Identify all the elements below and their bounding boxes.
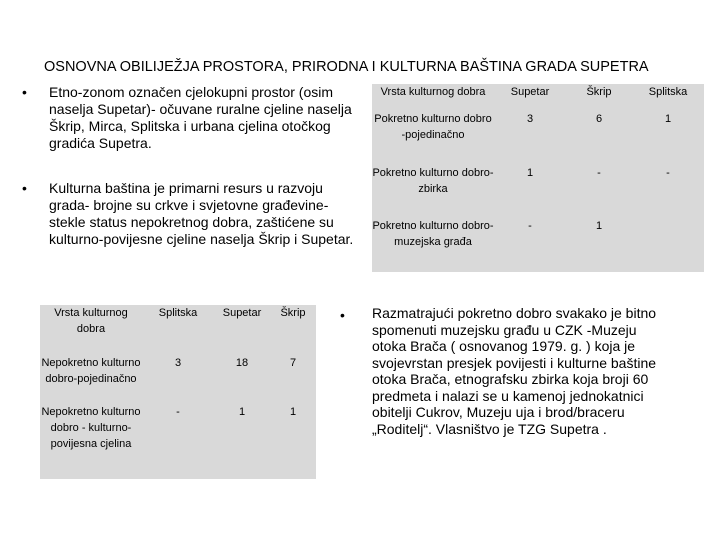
movable-heritage-table <box>372 84 704 272</box>
table-cell: 6 <box>595 112 603 125</box>
header-cell: Škrip <box>280 307 306 319</box>
table-header-row <box>372 84 704 111</box>
table-row <box>40 355 316 405</box>
page-title: OSNOVNA OBILIJEŽJA PROSTORA, PRIRODNA I KULTURNA BAŠTINA GRADA SUPETRA <box>44 59 649 75</box>
table-cell: Pokretno kulturno dobro-zbirka <box>372 166 494 195</box>
table-cell: - <box>528 220 532 233</box>
table-row <box>372 165 704 219</box>
header-cell: Supetar <box>510 86 550 98</box>
table-header-row <box>40 305 316 355</box>
header-cell: Supetar <box>222 307 262 319</box>
table-cell: Pokretno kulturno dobro-muzejska građa <box>372 220 494 249</box>
header-cell: Vrsta kulturnog dobra <box>380 86 486 98</box>
table-cell: 7 <box>289 356 297 369</box>
bullet-text: Kulturna baština je primarni resurs u razvoju grada- brojne su crkve i svjetovne građevine-stekle status nepokretnog dobra, zaštićene su kulturno-povijesne cjeline naselja Škrip i Supetar. <box>49 180 354 247</box>
table-cell: Pokretno kulturno dobro -pojedinačno <box>374 112 492 141</box>
table-cell: - <box>176 406 180 419</box>
table-cell: 1 <box>289 406 297 419</box>
table-row <box>372 218 704 272</box>
table-cell <box>632 218 704 272</box>
table-row <box>372 111 704 165</box>
bullet-glyph: • <box>22 84 27 100</box>
header-cell: Splitska <box>648 86 688 98</box>
bullet-glyph: • <box>340 307 345 323</box>
table-cell: Nepokretno kulturno dobro - kulturno-povijesna cjelina <box>41 406 141 451</box>
immovable-heritage-table <box>40 305 316 479</box>
header-cell: Vrsta kulturnog dobra <box>54 307 128 335</box>
table-cell: 1 <box>238 406 246 419</box>
table-cell: 1 <box>526 166 534 179</box>
table-cell: 3 <box>526 112 534 125</box>
table-cell: 1 <box>664 112 672 125</box>
table-cell: - <box>666 166 670 179</box>
table-row <box>40 404 316 479</box>
table-cell: Nepokretno kulturno dobro-pojedinačno <box>41 356 141 385</box>
table-cell: - <box>597 166 601 179</box>
header-cell: Splitska <box>158 307 198 319</box>
table-cell: 1 <box>595 220 603 233</box>
bullet-text: Etno-zonom označen cjelokupni prostor (osim naselja Supetar)- očuvane ruralne cjeline naselja Škrip, Mirca, Splitska i urbana cjelina otočkog gradića Supetra. <box>49 84 352 151</box>
museum-paragraph: Razmatrajući pokretno dobro svakako je bitno spomenuti muzejsku građu u CZK -Muzeju otoka Brača ( osnovanog 1979. g. ) koja je svojevrstan presjek povijesti i kulturne baštine otoka Brača, etnografsku zbirka koja broji 60 predmeta i nalazi se u kamenoj jednokatnici obitelji Cukrov, Muzeju uja i brod/braceru „Roditelj“. Vlasništvo je TZG Supetra . <box>372 305 657 437</box>
header-cell: Škrip <box>586 86 612 98</box>
table-cell: 18 <box>235 356 249 369</box>
bullet-glyph: • <box>22 180 27 196</box>
table-cell: 3 <box>174 356 182 369</box>
